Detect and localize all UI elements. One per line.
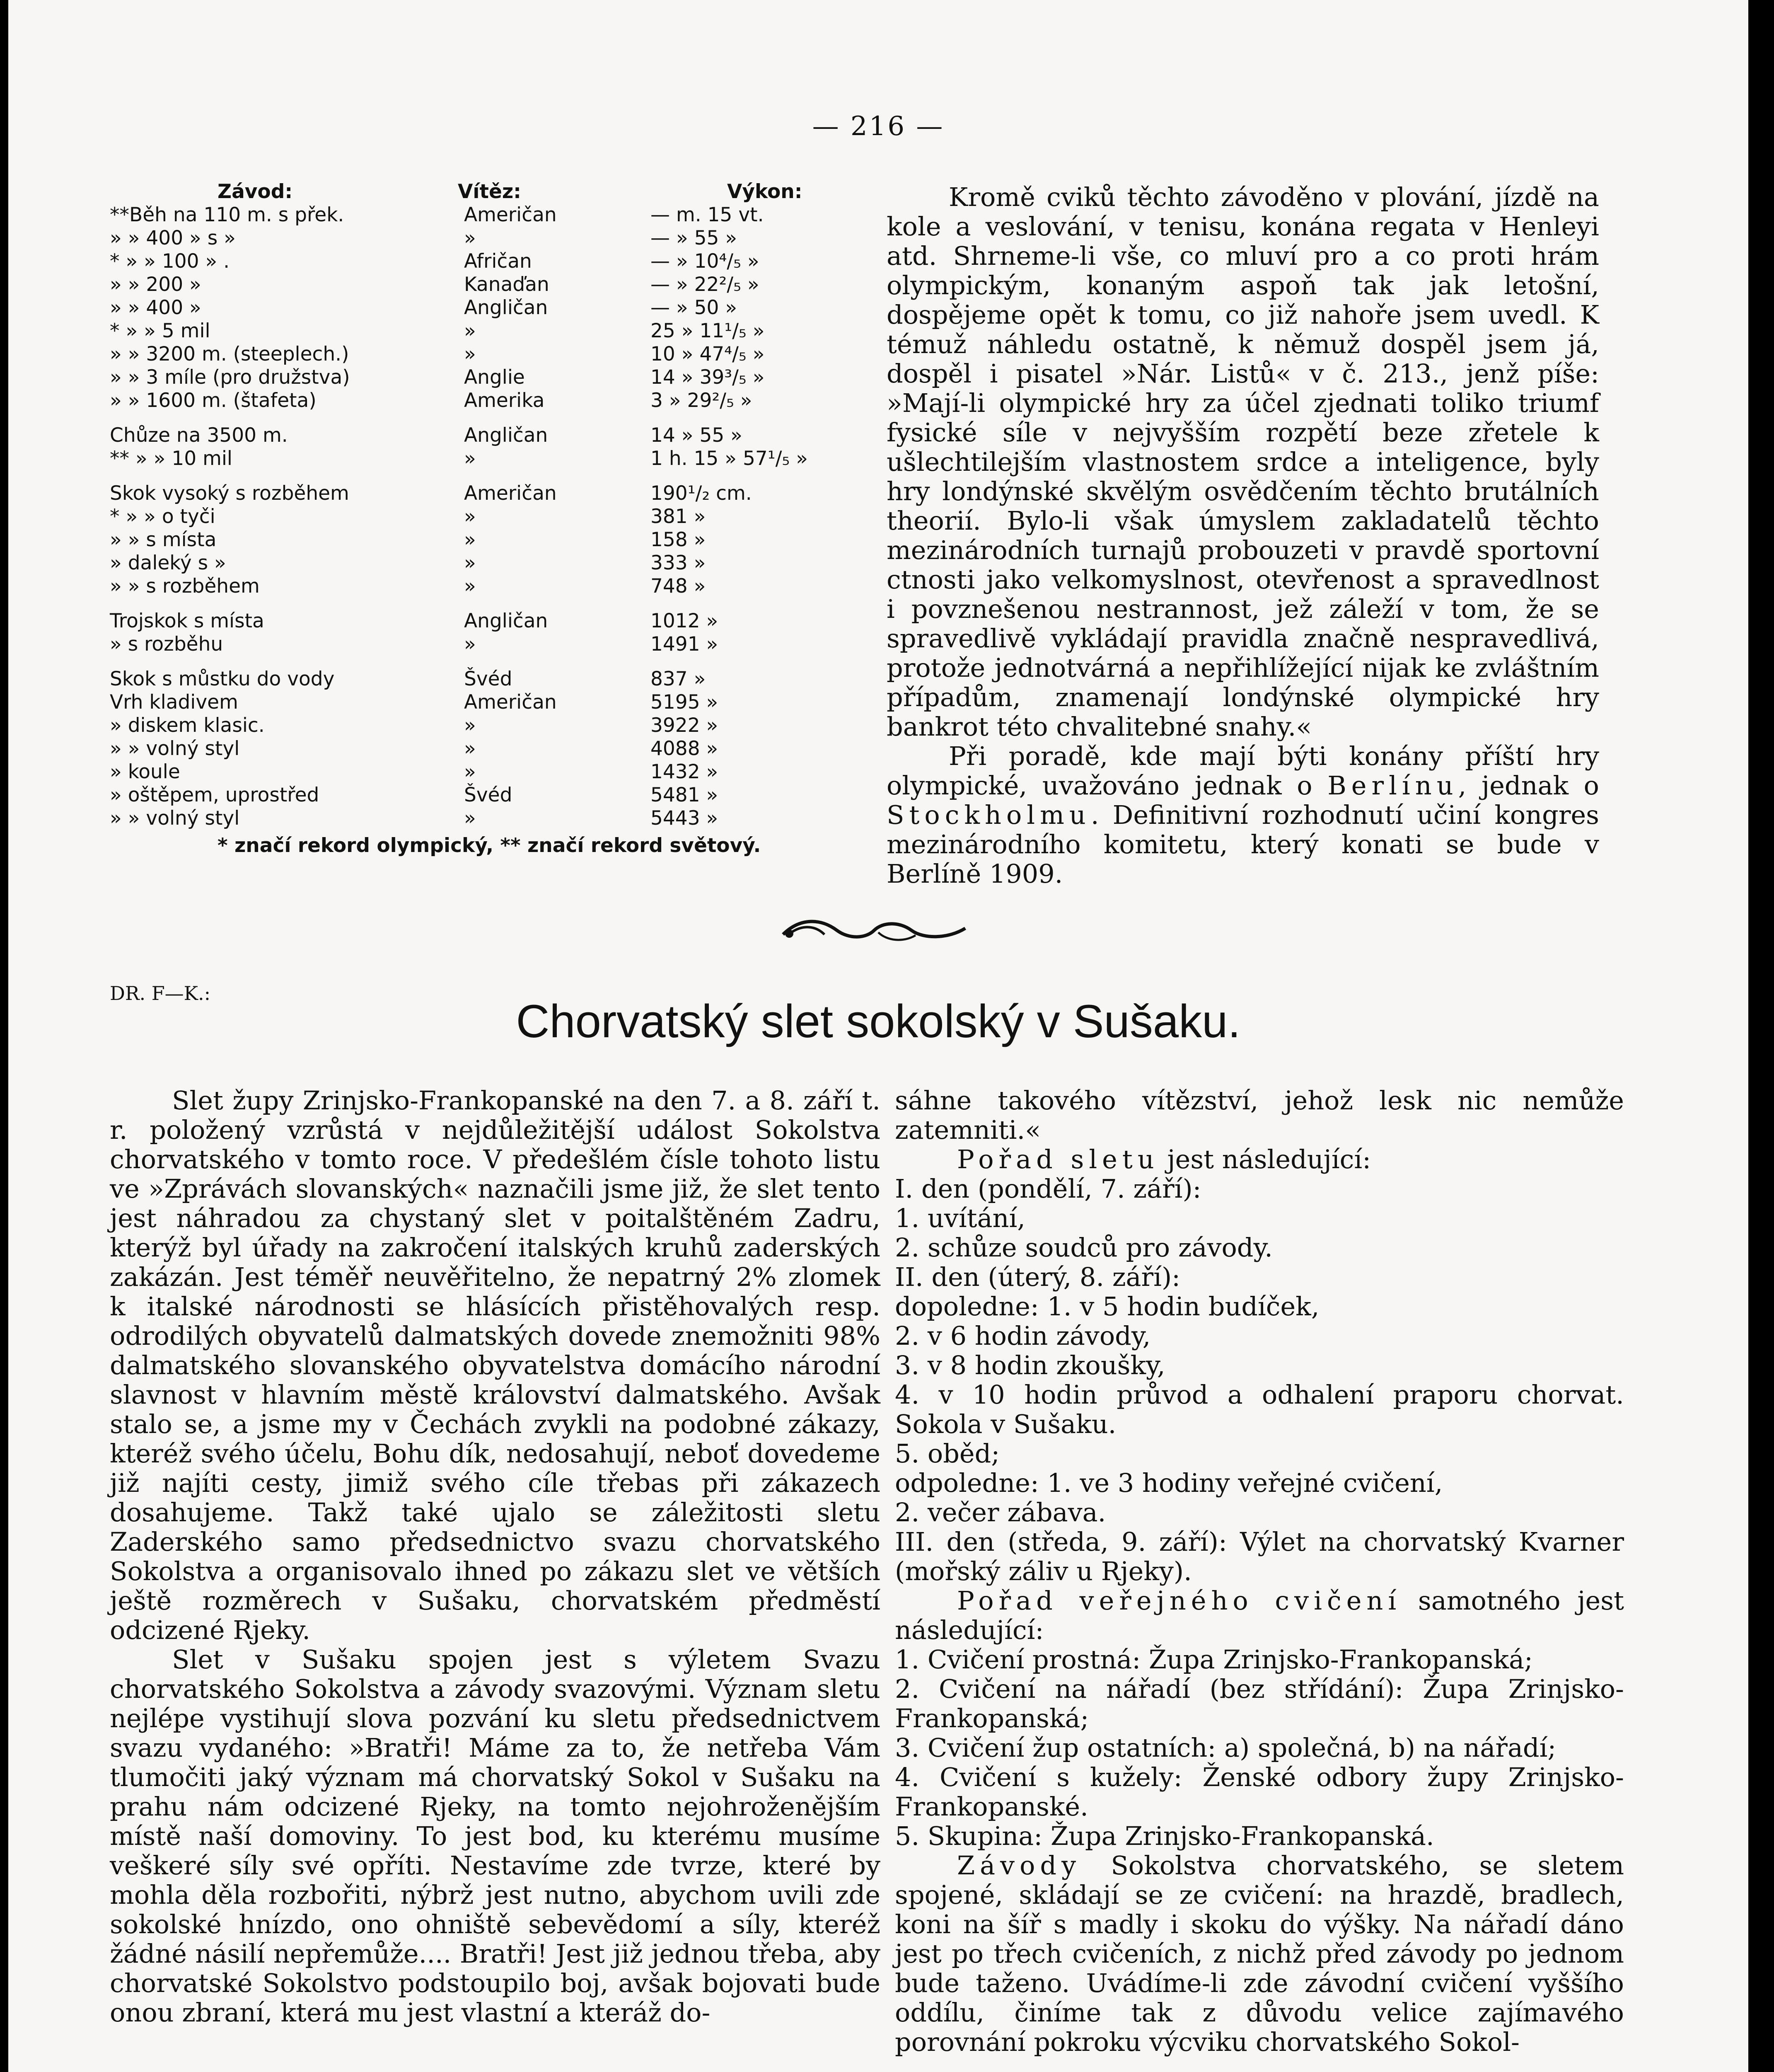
cell-winner: »	[464, 760, 476, 783]
cell-performance: 1012 »	[650, 610, 718, 632]
paragraph: Kromě cviků těchto závoděno v plování, jízdě na kole a veslování, v tenisu, konána regata v Henleyi atd. Shrneme-li vše, co mluví pro a co proti hrám olympickým, konaným aspoň tak jak letošní, dospějeme opět k tomu, co již nahoře jsem uvedl. K témuž náhledu ostatně, k němuž dospěl jsem já, dospěl i pisatel »Nár. Listů« v č. 213., jenž píše: »Mají-li olympické hry za účel zjednati toliko triumf fysické síle v nejvyšším rozpětí beze zřetele k ušlechtilejším vlastnostem srdce a inteligence, byly hry londýnské skvělým osvědčením těchto brutálních theorií. Bylo-li však úmyslem zakladatelů těchto mezinárodních turnajů probouzeti v pravdě sportovní ctnosti jako velkomyslnost, otevřenost a spravedlnost i povznešenou nestrannost, jež záleží v tom, že se spravedlivě vykládají pravidla značně nespravedlivá, protože jednotvárná a nepřihlížející nijak ke zvláštním případům, znamenají londýnské olympické hry bankrot této chvalitebné snahy.«	[887, 182, 1599, 742]
cell-winner: Angličan	[464, 424, 548, 447]
program-line: II. den (úterý, 8. září):	[895, 1262, 1181, 1292]
table-row	[110, 296, 818, 320]
cell-event: » » volný styl	[110, 807, 240, 830]
table-row	[110, 227, 818, 250]
cell-event: Skok s můstku do vody	[110, 668, 335, 690]
cell-winner: »	[464, 633, 476, 656]
header-performance: Výkon:	[727, 180, 802, 203]
cell-performance: 190¹/₂ cm.	[650, 482, 752, 505]
cell-winner: Švéd	[464, 668, 512, 690]
cell-performance: 5195 »	[650, 691, 718, 714]
page	[8, 0, 1748, 2072]
program-heading: Pořad sletu jest následující:	[957, 1144, 1371, 1174]
cell-performance: 158 »	[650, 528, 706, 551]
cell-performance: 748 »	[650, 575, 706, 598]
cell-event: Chůze na 3500 m.	[110, 424, 288, 447]
cell-winner: Američan	[464, 203, 557, 226]
cell-winner: »	[464, 505, 476, 528]
cell-winner: »	[464, 552, 476, 574]
program-line: 4. v 10 hodin průvod a odhalení praporu chorvat. Sokola v Sušaku.	[895, 1380, 1624, 1439]
cell-event: » » s místa	[110, 528, 217, 551]
cell-winner: »	[464, 528, 476, 551]
public-item: 3. Cvičení žup ostatních: a) společná, b) na nářadí;	[895, 1733, 1556, 1763]
table-body	[110, 203, 818, 830]
program-line: 2. v 6 hodin závody,	[895, 1321, 1151, 1351]
cell-winner: »	[464, 807, 476, 830]
program-line: dopoledne: 1. v 5 hodin budíček,	[895, 1291, 1320, 1322]
header-winner: Vítěz:	[458, 180, 521, 203]
table-row	[110, 691, 818, 714]
article-title: Chorvatský slet sokolský v Sušaku.	[516, 995, 1241, 1047]
program-line: odpoledne: 1. ve 3 hodiny veřejné cvičení,	[895, 1468, 1443, 1498]
article-column-left	[110, 1086, 880, 2027]
cell-event: » » 3 míle (pro družstva)	[110, 366, 350, 389]
olympic-article-conclusion	[887, 182, 1599, 888]
cell-performance: — » 22²/₅ »	[650, 273, 759, 296]
program-line: 2. večer zábava.	[895, 1497, 1106, 1527]
table-row	[110, 366, 818, 389]
program-line: I. den (pondělí, 7. září):	[895, 1174, 1201, 1204]
table-row	[110, 784, 818, 807]
program-line: III. den (středa, 9. září): Výlet na chorvatský Kvarner (mořský záliv u Rjeky).	[895, 1527, 1624, 1586]
city-stockholm: Stockholmu	[887, 800, 1091, 830]
cell-event: Trojskok s místa	[110, 610, 264, 632]
header-event: Závod:	[218, 180, 293, 203]
results-table	[110, 180, 818, 857]
group-gap	[110, 412, 818, 424]
cell-performance: — m. 15 vt.	[650, 203, 764, 226]
table-header	[110, 180, 818, 203]
cell-performance: 333 »	[650, 552, 706, 574]
table-row	[110, 343, 818, 366]
table-row	[110, 320, 818, 343]
article-column-right	[895, 1086, 1624, 2057]
cell-winner: Kanaďan	[464, 273, 549, 296]
table-row	[110, 575, 818, 598]
cell-event: » koule	[110, 760, 180, 783]
cell-performance: 25 » 11¹/₅ »	[650, 320, 765, 342]
cell-performance: 837 »	[650, 668, 706, 690]
table-row	[110, 482, 818, 505]
table-row	[110, 552, 818, 575]
table-row	[110, 203, 818, 227]
cell-performance: — » 10⁴/₅ »	[650, 250, 759, 273]
cell-event: Vrh kladivem	[110, 691, 238, 714]
cell-performance: 14 » 39³/₅ »	[650, 366, 765, 389]
group-gap	[110, 598, 818, 610]
table-row	[110, 250, 818, 273]
table-row	[110, 447, 818, 470]
table-row	[110, 714, 818, 737]
cell-event: **Běh na 110 m. s přek.	[110, 203, 344, 226]
cell-winner: Angličan	[464, 296, 548, 319]
page-number: — 216 —	[812, 111, 945, 142]
cell-performance: 5443 »	[650, 807, 718, 830]
table-row	[110, 389, 818, 412]
cell-winner: Angličan	[464, 610, 548, 632]
cell-event: » » s rozběhem	[110, 575, 260, 598]
cell-performance: — » 50 »	[650, 296, 737, 319]
cell-performance: 14 » 55 »	[650, 424, 742, 447]
cell-performance: 3 » 29²/₅ »	[650, 389, 752, 412]
cell-winner: »	[464, 447, 476, 470]
cell-winner: Afričan	[464, 250, 532, 273]
public-item: 5. Skupina: Župa Zrinjsko-Frankopanská.	[895, 1821, 1434, 1851]
program-line: 1. uvítání,	[895, 1203, 1025, 1233]
program-line: 2. schůze soudců pro závody.	[895, 1232, 1273, 1263]
cell-event: » » 3200 m. (steeplech.)	[110, 343, 349, 366]
public-heading: Pořad veřejného cvičení samotného jest následující:	[895, 1585, 1624, 1645]
cell-event: » daleký s »	[110, 552, 226, 574]
table-row	[110, 668, 818, 691]
cell-performance: 5481 »	[650, 784, 718, 806]
cell-event: * » » 100 » .	[110, 250, 230, 273]
table-row	[110, 528, 818, 552]
cell-winner: Američan	[464, 691, 557, 714]
paragraph: Slet v Sušaku spojen jest s výletem Svazu chorvatského Sokolstva a závody svazovými. Význam sletu nejlépe vystihují slova pozvání ku sletu předsednictvem svazu vydaného: »Bratři! Máme za to, že netřeba Vám tlumočiti jaký význam má chorvatský Sokol v Sušaku na prahu nám odcizené Rjeky, na tomto nejohroženějším místě naší domoviny. To jest bod, ku kterému musíme veškeré síly své opříti. Nestavíme zde tvrze, které by mohla děla rozbořiti, nýbrž jest nutno, abychom uvili zde sokolské hnízdo, ono ohniště sebevědomí a síly, kteréž žádné násilí nepřemůže.... Bratři! Jest již jednou třeba, aby chorvatské Sokolstvo podstoupilo boj, avšak bojovati bude onou zbraní, která mu jest vlastní a kteráž do-	[110, 1644, 880, 2028]
cell-event: » s rozběhu	[110, 633, 223, 656]
cell-event: » » 200 »	[110, 273, 201, 296]
cell-winner: »	[464, 575, 476, 598]
program-line: 3. v 8 hodin zkoušky,	[895, 1350, 1165, 1380]
cell-winner: »	[464, 737, 476, 760]
cell-event: » oštěpem, uprostřed	[110, 784, 319, 806]
cell-event: » » volný styl	[110, 737, 240, 760]
table-row	[110, 273, 818, 296]
cell-event: * » » 5 mil	[110, 320, 210, 342]
city-berlin: Berlínu	[1327, 770, 1458, 801]
paragraph: Závody Sokolstva chorvatského, se sletem spojené, skládají se ze cvičení: na hrazdě, bradlech, koni na šíř s madly i skoku do výšky. Na nářadí dáno jest po třech cvičeních, z nichž před závody po jednom bude taženo. Uvádíme-li zde závodní cvičení vyššího oddílu, činíme tak z důvodu velice zajímavého porovnání pokroku výcviku chorvatského Sokol-	[895, 1850, 1624, 2057]
cell-performance: 1432 »	[650, 760, 718, 783]
cell-winner: Amerika	[464, 389, 545, 412]
cell-winner: »	[464, 714, 476, 737]
cell-performance: 3922 »	[650, 714, 718, 737]
cell-event: » » 400 »	[110, 296, 201, 319]
cell-winner: Američan	[464, 482, 557, 505]
public-item: 2. Cvičení na nářadí (bez střídání): Župa Zrinjsko-Frankopanská;	[895, 1674, 1624, 1733]
cell-event: Skok vysoký s rozběhem	[110, 482, 349, 505]
program-list	[895, 1174, 1624, 1586]
cell-performance: — » 55 »	[650, 227, 737, 249]
group-gap	[110, 656, 818, 668]
group-gap	[110, 470, 818, 482]
cell-winner: »	[464, 227, 476, 249]
cell-winner: »	[464, 343, 476, 366]
public-exercise-list	[895, 1645, 1624, 1851]
program-line: 5. oběd;	[895, 1438, 1000, 1469]
cell-event: ** » » 10 mil	[110, 447, 232, 470]
table-row	[110, 633, 818, 656]
cell-event: » » 1600 m. (štafeta)	[110, 389, 317, 412]
table-row	[110, 807, 818, 830]
public-item: 1. Cvičení prostná: Župa Zrinjsko-Frankopanská;	[895, 1644, 1533, 1675]
table-row	[110, 424, 818, 447]
cell-event: » diskem klasic.	[110, 714, 265, 737]
table-row	[110, 505, 818, 528]
author: DR. F—K.:	[110, 982, 211, 1005]
paragraph: Při poradě, kde mají býti konány příští hry olympické, uvažováno jednak o Berlínu, jednak o Stockholmu. Definitivní rozhodnutí učiní kongres mezinárodního komitetu, který konati se bude v Berlíně 1909.	[887, 741, 1599, 889]
cell-event: » » 400 » s »	[110, 227, 236, 249]
cell-performance: 381 »	[650, 505, 706, 528]
paragraph: Slet župy Zrinjsko-Frankopanské na den 7. a 8. září t. r. položený vzrůstá v nejdůležitější událost Sokolstva chorvatského v tomto roce. V předešlém čísle tohoto listu ve »Zprávách slovanských« naznačili jsme již, že slet tento jest náhradou za chystaný slet v poitalštěném Zadru, kterýž byl úřady na zakročení italských kruhů zaderských zakázán. Jest téměř neuvěřitelno, že nepatrný 2% zlomek k italské národnosti se hlásících přistěhovalých resp. odrodilých obyvatelů dalmatských dovede znemožniti 98% dalmatského slovanského obyvatelstva domácího národní slavnost v hlavním městě království dalmatského. Avšak stalo se, a jsme my v Čechách zvykli na podobné zákazy, kteréž svého účelu, Bohu dík, nedosahují, neboť dovedeme již najíti cesty, jimiž svého cíle třebas při zákazech dosahujeme. Takž také ujalo se záležitosti sletu Zaderského samo předsednictvo svazu chorvatského Sokolstva a organisovalo ihned po zákazu slet ve větších ještě rozměrech v Sušaku, chorvatském předměstí odcizené Rjeky.	[110, 1085, 880, 1645]
cell-winner: Švéd	[464, 784, 512, 806]
cell-event: * » » o tyči	[110, 505, 215, 528]
cell-winner: Anglie	[464, 366, 525, 389]
cell-performance: 1 h. 15 » 57¹/₅ »	[650, 447, 808, 470]
paragraph: sáhne takového vítězství, jehož lesk nic nemůže zatemniti.«	[895, 1085, 1624, 1145]
cell-performance: 1491 »	[650, 633, 718, 656]
table-row	[110, 760, 818, 784]
table-row	[110, 610, 818, 633]
table-row	[110, 737, 818, 760]
cell-performance: 4088 »	[650, 737, 718, 760]
ornament-divider-icon	[775, 910, 974, 951]
table-footnote: * značí rekord olympický, ** značí rekord světový.	[218, 834, 761, 857]
cell-winner: »	[464, 320, 476, 342]
public-item: 4. Cvičení s kužely: Ženské odbory župy Zrinjsko-Frankopanské.	[895, 1762, 1624, 1822]
cell-performance: 10 » 47⁴/₅ »	[650, 343, 765, 366]
